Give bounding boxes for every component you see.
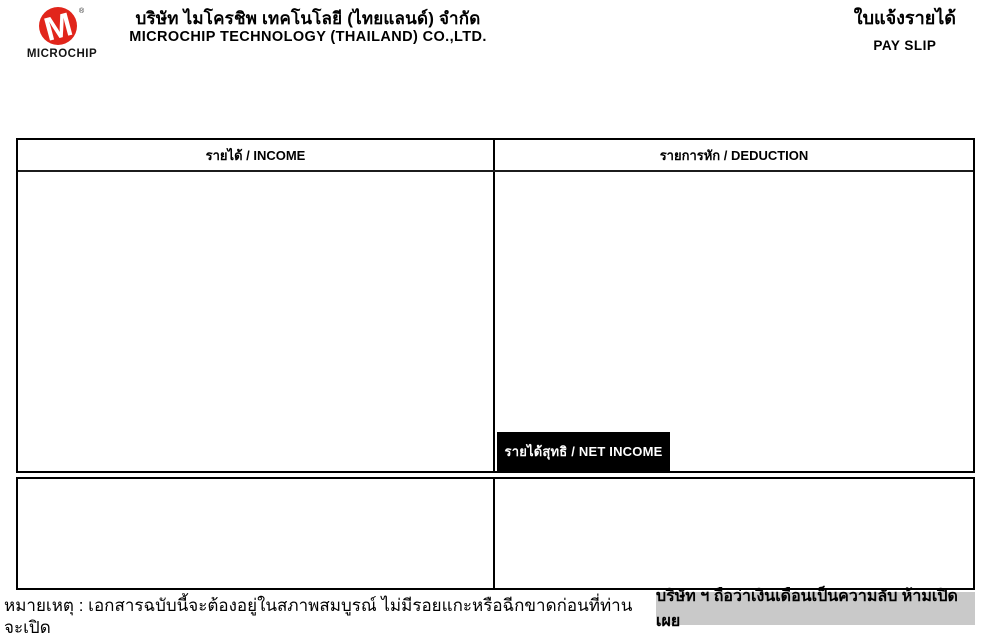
lower-left-area — [18, 479, 495, 588]
microchip-logo-icon — [24, 5, 104, 61]
confidential-notice: บริษัท ฯ ถือว่าเงินเดือนเป็นความลับ ห้ามเปิดเผย — [656, 592, 975, 625]
income-column-header: รายได้ / INCOME — [18, 140, 495, 170]
document-title-block — [854, 8, 956, 53]
income-items-area — [18, 172, 495, 471]
deduction-items-area — [495, 172, 973, 471]
company-name-thai: บริษัท ไมโครชิพ เทคโนโลยี (ไทยแลนด์) จำกัด — [135, 9, 481, 28]
document-title-thai: ใบแจ้งรายได้ — [853, 8, 956, 28]
lower-right-area — [495, 479, 973, 588]
income-deduction-table — [16, 138, 975, 473]
document-title-english: PAY SLIP — [873, 37, 937, 53]
logo-monogram: M — [40, 5, 77, 48]
net-income-label: รายได้สุทธิ / NET INCOME — [497, 432, 670, 471]
table-header-row — [18, 140, 973, 172]
company-name-block — [128, 9, 488, 45]
footer-note: หมายเหตุ : เอกสารฉบับนี้จะต้องอยู่ในสภาพสมบูรณ์ ไม่มีรอยแกะหรือฉีกขาดก่อนที่ท่านจะเปิด — [4, 596, 633, 638]
deduction-column-header: รายการหัก / DEDUCTION — [659, 147, 809, 163]
registered-trademark-icon: ® — [79, 8, 85, 15]
net-income-value-area — [670, 432, 973, 471]
table-body-row — [18, 172, 973, 471]
company-name-english: MICROCHIP TECHNOLOGY (THAILAND) CO.,LTD. — [129, 28, 487, 45]
lower-detail-table — [16, 477, 975, 590]
logo-wordmark: MICROCHIP — [26, 48, 98, 60]
